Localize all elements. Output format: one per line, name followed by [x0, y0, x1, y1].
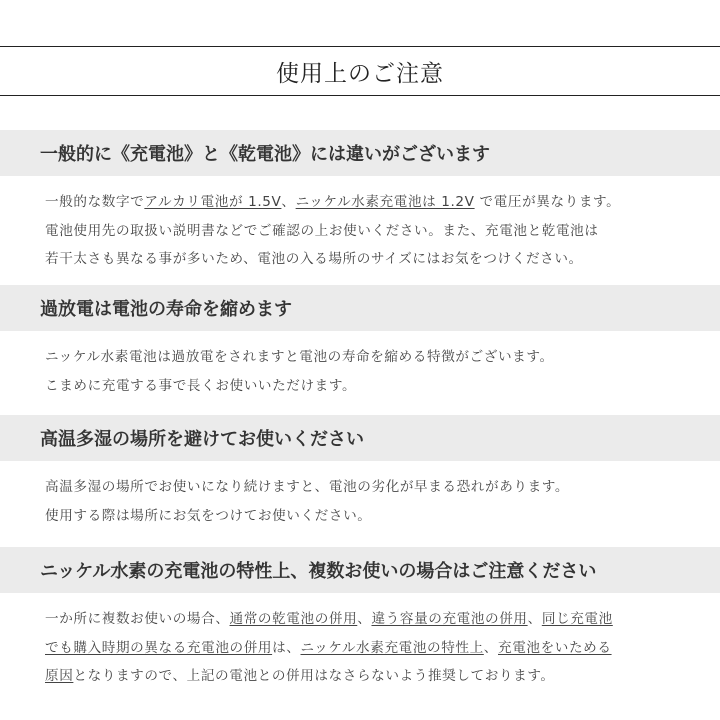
text-segment: 、: [357, 611, 372, 627]
body-line: 高温多湿の場所でお使いになり続けますと、電池の劣化が早まる恐れがあります。: [45, 479, 570, 495]
body-line: [45, 605, 700, 634]
section-high-temperature: [0, 415, 720, 530]
body-line: [45, 634, 700, 663]
underlined-text: 充電池をいためる: [498, 639, 612, 656]
title-band: [0, 46, 720, 96]
underlined-text: 通常の乾電池の併用: [229, 611, 358, 627]
body-line: [45, 662, 700, 691]
underlined-text: 原因: [45, 668, 74, 684]
underlined-text: でも購入時期の異なる充電池の併用: [45, 639, 273, 656]
text-segment: で電圧が異なります。: [474, 194, 621, 210]
text-segment: 、: [281, 194, 296, 210]
section-battery-difference: [0, 130, 720, 274]
section-heading: 一般的に《充電池》と《乾電池》には違いがございます: [0, 130, 720, 176]
underlined-text: 違う容量の充電池の併用: [371, 611, 528, 627]
text-segment: 、: [483, 639, 498, 656]
section-multiple-use: [0, 547, 720, 691]
body-line: [45, 188, 700, 217]
section-body: [0, 461, 720, 530]
section-heading: 過放電は電池の寿命を縮めます: [0, 285, 720, 331]
text-segment: 一般的な数字で: [45, 194, 145, 210]
section-body: [0, 593, 720, 691]
section-over-discharge: [0, 285, 720, 400]
underlined-text: 同じ充電池: [541, 611, 613, 627]
text-segment: 一か所に複数お使いの場合、: [45, 611, 230, 627]
text-segment: は、: [272, 639, 301, 656]
section-body: [0, 176, 720, 274]
underlined-text: ニッケル水素充電池の特性上: [300, 639, 484, 656]
section-heading: 高温多湿の場所を避けてお使いください: [0, 415, 720, 461]
text-segment: 、: [527, 611, 542, 627]
section-heading: ニッケル水素の充電池の特性上、複数お使いの場合はご注意ください: [0, 547, 720, 593]
page-title: 使用上のご注意: [276, 60, 444, 87]
underlined-text: ニッケル水素充電池は 1.2V: [295, 194, 475, 210]
body-line: 若干太さも異なる事が多いため、電池の入る場所のサイズにはお気をつけください。: [45, 251, 583, 267]
body-line: 電池使用先の取扱い説明書などでご確認の上お使いください。また、充電池と乾電池は: [45, 222, 599, 239]
body-line: こまめに充電する事で長くお使いいただけます。: [45, 377, 357, 394]
body-line: 使用する際は場所にお気をつけてお使いください。: [45, 507, 372, 524]
underlined-text: アルカリ電池が 1.5V: [144, 194, 282, 210]
body-line: ニッケル水素電池は過放電をされますと電池の寿命を縮める特徴がございます。: [45, 349, 554, 365]
text-segment: となりますので、上記の電池との併用はなさらないよう推奨しております。: [73, 668, 555, 684]
section-body: [0, 331, 720, 400]
